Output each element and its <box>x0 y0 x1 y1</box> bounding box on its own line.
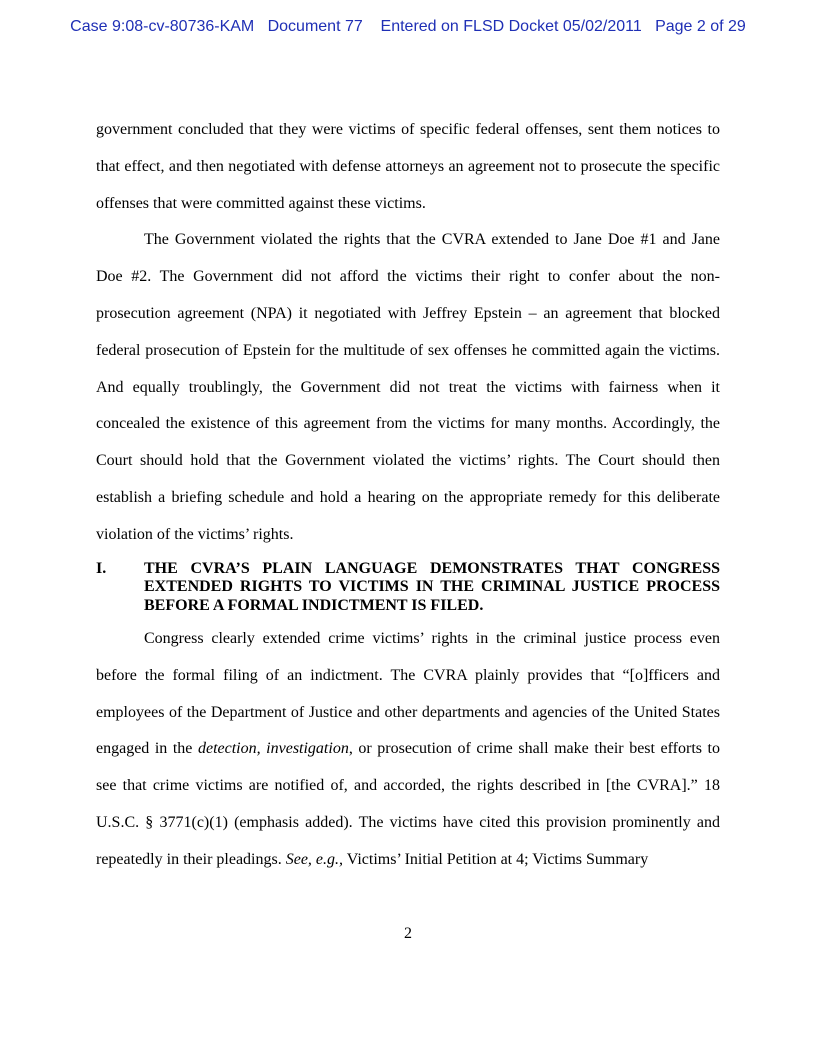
paragraph-3-text-c: Victims’ Initial Petition at 4; Victims Summary <box>343 850 649 868</box>
docket-header: Case 9:08-cv-80736-KAM Document 77 Entered on FLSD Docket 05/02/2011 Page 2 of 29 <box>70 18 746 35</box>
section-title: THE CVRA’S PLAIN LANGUAGE DEMONSTRATES THAT CONGRESS EXTENDED RIGHTS TO VICTIMS IN THE CRIMINAL JUSTICE PROCESS BEFORE A FORMAL INDICTMENT IS FILED. <box>144 559 720 614</box>
paragraph-2: The Government violated the rights that the CVRA extended to Jane Doe #1 and Jane Doe #2. The Government did not afford the victims their right to confer about the non-prosecution agreement (NPA) it negotiated with Jeffrey Epstein – an agreement that blocked federal prosecution of Epstein for the multitude of sex offenses he committed again the victims. And equally troublingly, the Government did not treat the victims with fairness when it concealed the existence of this agreement from the victims for many months. Accordingly, the Court should hold that the Government violated the victims’ rights. The Court should then establish a briefing schedule and hold a hearing on the appropriate remedy for this deliberate violation of the victims’ rights. <box>96 231 720 543</box>
citation-signal: See, e.g., <box>285 850 344 868</box>
section-heading <box>96 560 720 616</box>
section-number: I. <box>96 559 107 577</box>
document-body <box>96 112 720 879</box>
paragraph-3 <box>96 621 720 879</box>
emphasis-detection-investigation: detection, investigation <box>197 740 349 758</box>
page-number: 2 <box>404 925 412 942</box>
paragraph-3-text-a: Congress clearly extended crime victims’ rights in the criminal justice process even before the formal filing of an indictment. The CVRA plainly provides that “[o]fficers and employees of the Department of Justice and other departments and agencies of the United States engaged in the <box>96 630 720 758</box>
paragraph-1: government concluded that they were victims of specific federal offenses, sent them notices to that effect, and then negotiated with defense attorneys an agreement not to prosecute the specific offenses that were committed against these victims. <box>96 121 720 212</box>
paragraph-3-text-b: , or prosecution of crime shall make their best efforts to see that crime victims are notified of, and accorded, the rights described in [the CVRA].” 18 U.S.C. § 3771(c)(1) (emphasis added). The victims have cited this provision prominently and repeatedly in their pleadings. <box>96 740 720 868</box>
